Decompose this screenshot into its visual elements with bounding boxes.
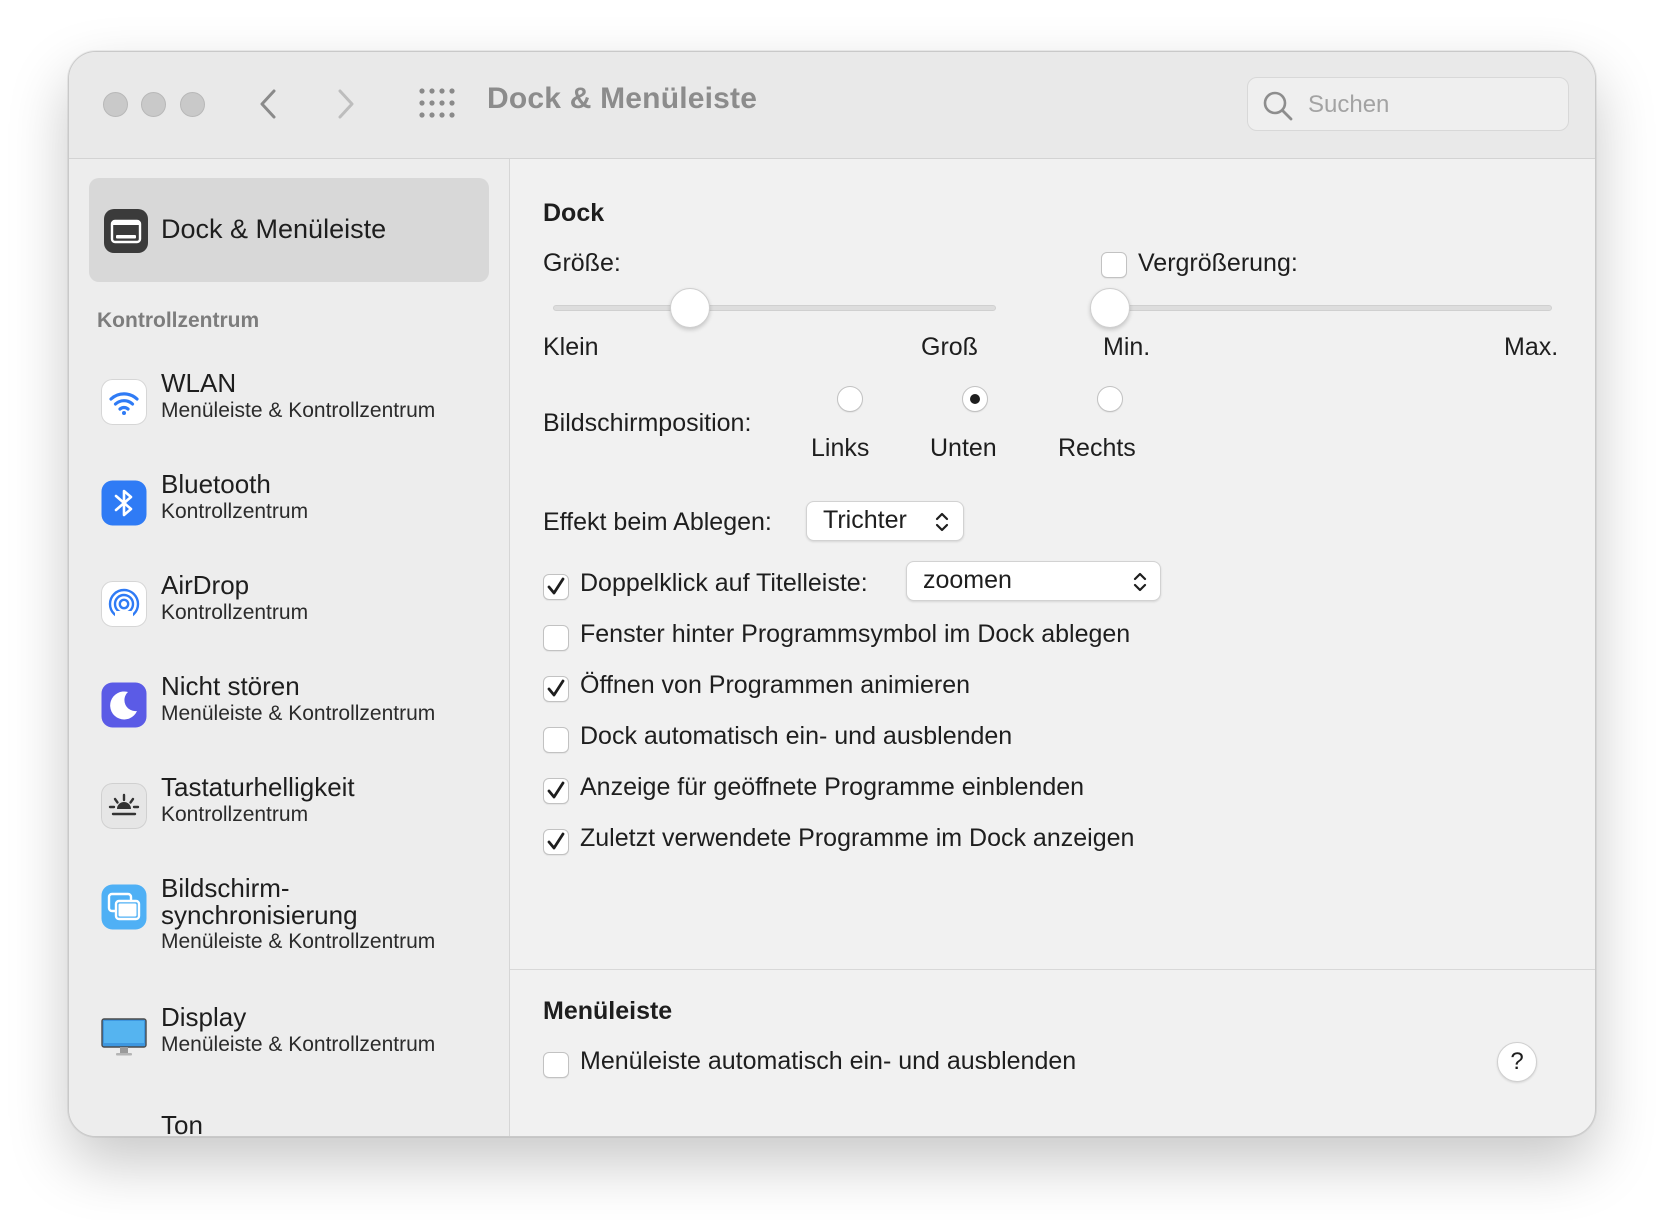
autohide-menubar-label: Menüleiste automatisch ein- und ausblenden bbox=[580, 1047, 1077, 1075]
position-bottom-label: Unten bbox=[930, 434, 997, 462]
double-click-checkbox[interactable] bbox=[543, 574, 569, 600]
show-recent-apps-checkbox[interactable] bbox=[543, 829, 569, 855]
autohide-menubar-checkbox[interactable] bbox=[543, 1052, 569, 1078]
sidebar-item-wlan[interactable] bbox=[69, 368, 509, 447]
position-bottom-radio[interactable] bbox=[962, 386, 988, 412]
minimize-window-button[interactable] bbox=[141, 92, 166, 117]
search-placeholder: Suchen bbox=[1308, 91, 1390, 118]
sidebar-item-label: Dock & Menüleiste bbox=[161, 214, 387, 244]
menubar-section-title: Menüleiste bbox=[543, 997, 673, 1025]
size-label: Größe: bbox=[543, 249, 621, 277]
position-left-label: Links bbox=[811, 434, 870, 462]
sidebar-item-subtitle: Menüleiste & Kontrollzentrum bbox=[161, 399, 436, 422]
position-right-radio[interactable] bbox=[1097, 386, 1123, 412]
sidebar-item-display[interactable] bbox=[69, 1002, 509, 1081]
sidebar-item-subtitle: Kontrollzentrum bbox=[161, 803, 309, 826]
sidebar-item-screen-mirroring[interactable] bbox=[69, 873, 509, 982]
sidebar-item-title: Tastaturhelligkeit bbox=[161, 772, 355, 802]
sidebar-item-title: WLAN bbox=[161, 368, 237, 398]
checkmark-icon bbox=[546, 780, 566, 802]
sidebar-item-subtitle: Menüleiste & Kontrollzentrum bbox=[161, 1033, 436, 1056]
position-right-label: Rechts bbox=[1058, 434, 1136, 462]
checkmark-icon bbox=[546, 678, 566, 700]
up-down-chevron-icon bbox=[1131, 570, 1149, 594]
minimize-into-app-icon-checkbox[interactable] bbox=[543, 625, 569, 651]
minimize-into-app-icon-label: Fenster hinter Programmsymbol im Dock ablegen bbox=[580, 620, 1131, 648]
magnification-checkbox[interactable] bbox=[1101, 252, 1127, 278]
title-bar bbox=[69, 52, 1595, 159]
magnification-min-label: Min. bbox=[1103, 333, 1151, 361]
radio-selected-dot bbox=[970, 394, 980, 404]
sidebar-item-subtitle: Menüleiste & Kontrollzentrum bbox=[161, 702, 436, 725]
sidebar-item-title: Ton bbox=[161, 1110, 203, 1136]
autohide-dock-label: Dock automatisch ein- und ausblenden bbox=[580, 722, 1013, 750]
minimize-effect-popup[interactable] bbox=[806, 501, 964, 541]
sidebar-item-title: Nicht stören bbox=[161, 671, 300, 701]
sidebar-item-dock-menubar[interactable] bbox=[89, 178, 489, 282]
settings-pane bbox=[510, 159, 1595, 1136]
dock-section-title: Dock bbox=[543, 199, 605, 227]
double-click-label: Doppelklick auf Titelleiste: bbox=[580, 569, 868, 597]
display-icon bbox=[101, 1013, 147, 1059]
sidebar-item-title: Display bbox=[161, 1002, 247, 1032]
autohide-dock-checkbox[interactable] bbox=[543, 727, 569, 753]
show-indicators-label: Anzeige für geöffnete Programme einblenden bbox=[580, 773, 1085, 801]
sidebar-item-title-line1: Bildschirm- bbox=[161, 873, 290, 903]
sidebar-item-keyboard-brightness[interactable] bbox=[69, 772, 509, 851]
double-click-action-value: zoomen bbox=[923, 566, 1012, 594]
size-slider-knob[interactable] bbox=[670, 288, 710, 328]
search-field[interactable] bbox=[1247, 77, 1569, 131]
close-window-button[interactable] bbox=[103, 92, 128, 117]
preferences-window bbox=[68, 51, 1596, 1137]
section-divider bbox=[510, 969, 1595, 970]
chevron-right-icon bbox=[334, 87, 356, 121]
sidebar-item-title: AirDrop bbox=[161, 570, 250, 600]
screen-mirroring-icon bbox=[101, 884, 147, 930]
airdrop-icon bbox=[101, 581, 147, 627]
sidebar-item-title-line2: synchronisierung bbox=[161, 900, 358, 930]
sidebar-section-header: Kontrollzentrum bbox=[97, 309, 260, 332]
checkmark-icon bbox=[546, 576, 566, 598]
double-click-action-popup[interactable] bbox=[906, 561, 1161, 601]
minimize-effect-value: Trichter bbox=[823, 506, 907, 534]
minimize-effect-label: Effekt beim Ablegen: bbox=[543, 508, 772, 536]
magnification-max-label: Max. bbox=[1504, 333, 1559, 361]
sidebar-item-subtitle: Kontrollzentrum bbox=[161, 601, 309, 624]
back-button[interactable] bbox=[247, 80, 291, 128]
animate-opening-checkbox[interactable] bbox=[543, 676, 569, 702]
show-indicators-checkbox[interactable] bbox=[543, 778, 569, 804]
sidebar-item-do-not-disturb[interactable] bbox=[69, 671, 509, 750]
size-max-label: Groß bbox=[921, 333, 978, 361]
help-button[interactable]: ? bbox=[1497, 1042, 1537, 1082]
wifi-icon bbox=[101, 379, 147, 425]
window-title: Dock & Menüleiste bbox=[487, 82, 758, 115]
sidebar-item-sound[interactable] bbox=[69, 1110, 509, 1136]
moon-icon bbox=[101, 682, 147, 728]
size-slider-track[interactable] bbox=[553, 305, 996, 311]
show-recent-apps-label: Zuletzt verwendete Programme im Dock anzeigen bbox=[580, 824, 1135, 852]
bluetooth-icon bbox=[101, 480, 147, 526]
sidebar bbox=[69, 159, 510, 1136]
sidebar-item-subtitle: Kontrollzentrum bbox=[161, 500, 309, 523]
zoom-window-button[interactable] bbox=[180, 92, 205, 117]
sidebar-item-bluetooth[interactable] bbox=[69, 469, 509, 548]
magnification-slider-knob[interactable] bbox=[1090, 288, 1130, 328]
magnification-slider-track[interactable] bbox=[1110, 305, 1552, 311]
chevron-left-icon bbox=[258, 87, 280, 121]
keyboard-brightness-icon bbox=[101, 783, 147, 829]
sidebar-item-title: Bluetooth bbox=[161, 469, 271, 499]
size-min-label: Klein bbox=[543, 333, 599, 361]
position-label: Bildschirmposition: bbox=[543, 409, 752, 437]
magnification-label: Vergrößerung: bbox=[1138, 249, 1298, 277]
sidebar-item-airdrop[interactable] bbox=[69, 570, 509, 649]
checkmark-icon bbox=[546, 831, 566, 853]
forward-button[interactable] bbox=[323, 80, 367, 128]
up-down-chevron-icon bbox=[933, 510, 951, 534]
dock-menubar-icon bbox=[103, 208, 149, 254]
position-left-radio[interactable] bbox=[837, 386, 863, 412]
show-all-grid-icon[interactable] bbox=[419, 88, 457, 118]
animate-opening-label: Öffnen von Programmen animieren bbox=[580, 671, 971, 699]
sidebar-item-subtitle: Menüleiste & Kontrollzentrum bbox=[161, 930, 436, 953]
search-icon bbox=[1262, 90, 1294, 122]
